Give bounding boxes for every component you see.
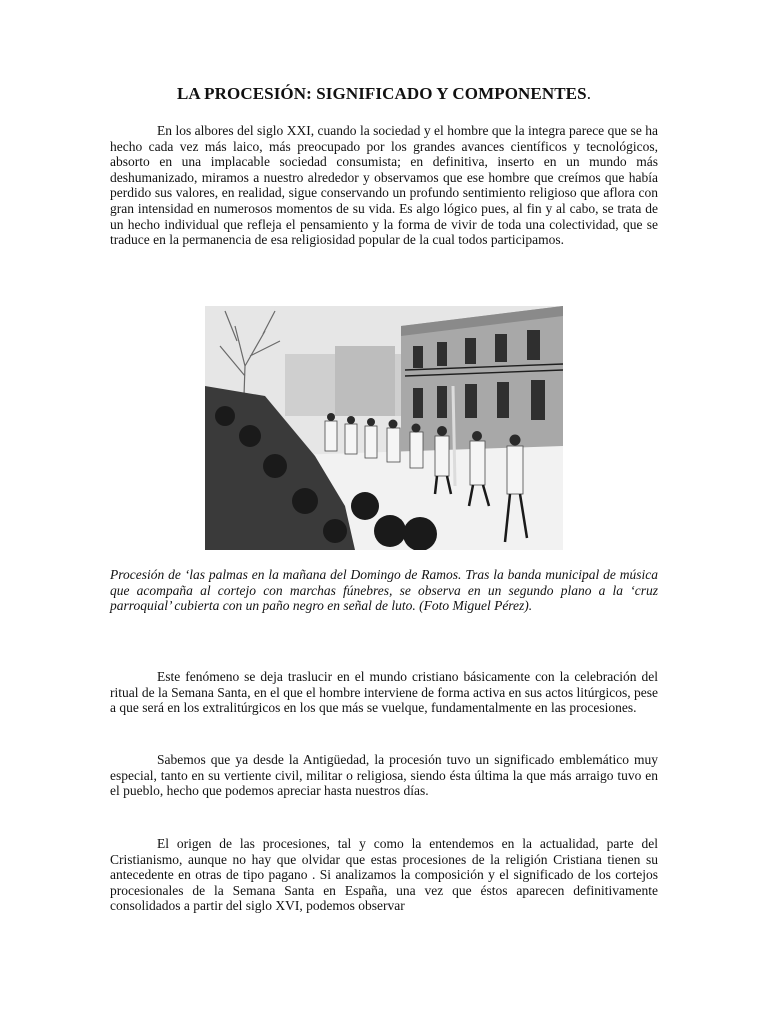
paragraph-3: Sabemos que ya desde la Antigüedad, la procesión tuvo un significado emblemático muy especial, tanto en su vertiente civil, militar o religiosa, siendo ésta última la que más arraigo tuvo en el pueblo, hecho que podemos apreciar hasta nuestros días. (110, 752, 658, 799)
paragraph-4: El origen de las procesiones, tal y como la entendemos en la actualidad, parte del Cristianismo, aunque no hay que olvidar que estas procesiones de la religión Cristiana tienen su antecedente en otras de tipo pagano . Si analizamos la composición y el significado de los cortejos procesionales de la Semana Santa en España, una vez que éstos aparecen definitivamente consolidados a partir del siglo XVI, podemos observar (110, 836, 658, 914)
procession-photo (205, 306, 563, 550)
paragraph-1: En los albores del siglo XXI, cuando la sociedad y el hombre que la integra parece que se ha hecho cada vez más laico, más preocupado por los grandes avances científicos y tecnológicos, absorto en una implacable sociedad consumista; en definitiva, inserto en un mundo más deshumanizado, miramos a nuestro alrededor y observamos que ese hombre que creímos que había perdido sus valores, en realidad, sigue conservando un profundo sentimiento religioso que aflora con gran intensidad en numerosos momentos de su vida. Es algo lógico pues, al fin y al cabo, se trata de un hecho individual que refleja el pensamiento y la forma de vivir de toda una colectividad, que se traduce en la permanencia de esa religiosidad popular de la cual todos participamos. (110, 123, 658, 248)
photo-caption: Procesión de ‘las palmas en la mañana del Domingo de Ramos. Tras la banda municipal de música que acompaña al cortejo con marchas fúnebres, se observa en un segundo plano a la ‘cruz parroquial’ cubierta con un paño negro en señal de luto. (Foto Miguel Pérez). (110, 567, 658, 614)
page-title: LA PROCESIÓN: SIGNIFICADO Y COMPONENTES. (176, 84, 592, 103)
paragraph-2: Este fenómeno se deja traslucir en el mundo cristiano básicamente con la celebración del ritual de la Semana Santa, en el que el hombre interviene de forma activa en sus actos litúrgicos, pese a que será en los extralitúrgicos en los que más se vuelque, fundamentalmente en las procesiones. (110, 669, 658, 716)
